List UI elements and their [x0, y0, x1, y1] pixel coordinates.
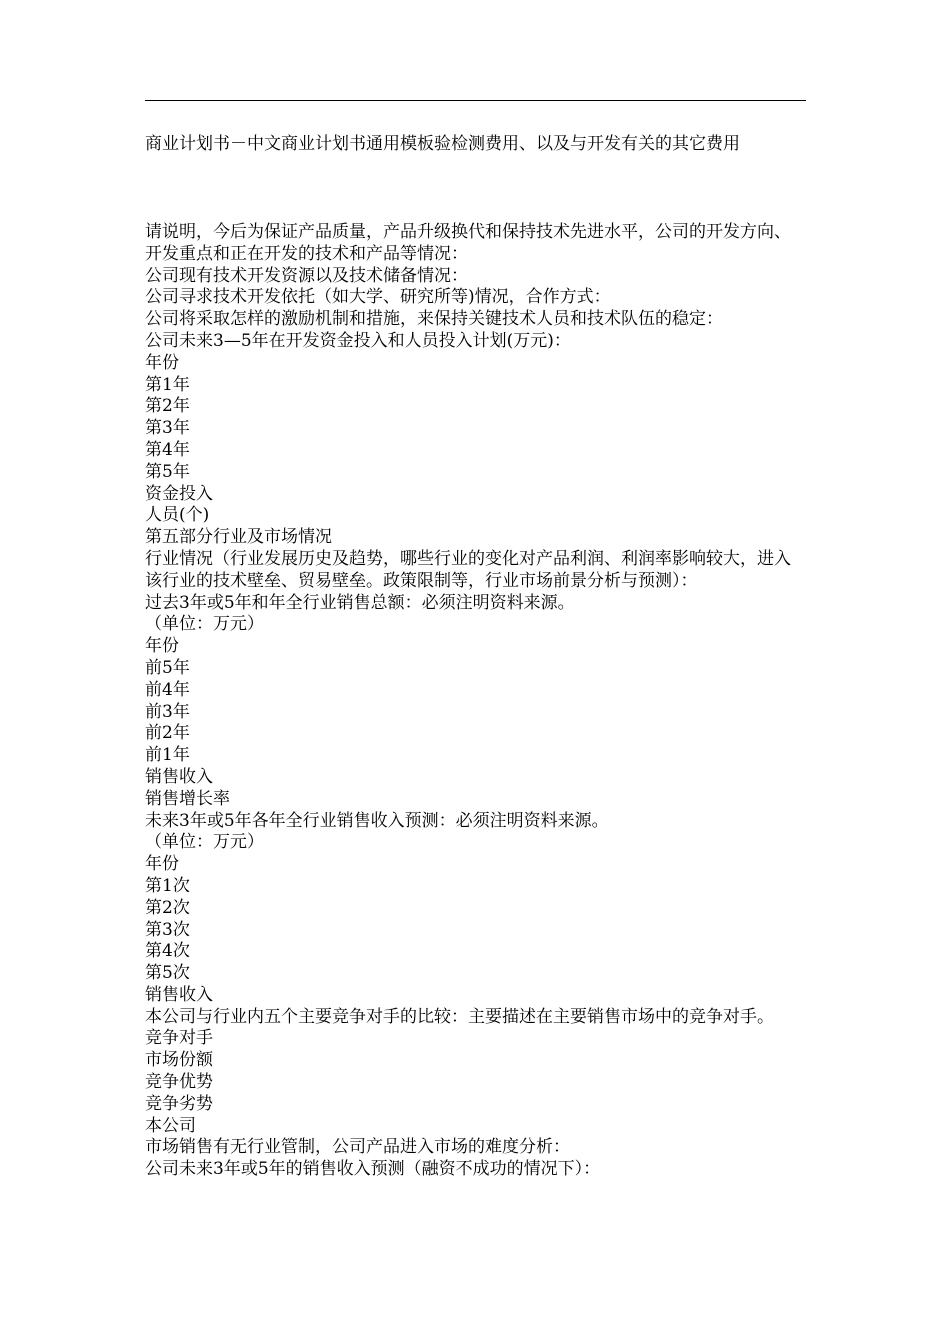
body-paragraph: 竞争优势 [145, 1072, 213, 1093]
body-paragraph: 公司寻求技术开发依托（如大学、研究所等)情况，合作方式： [145, 287, 611, 308]
body-paragraph: 资金投入 [145, 483, 213, 504]
body-paragraph: 前2年 [145, 723, 190, 744]
body-paragraph: 第4年 [145, 439, 190, 460]
body-paragraph: 竞争劣势 [145, 1093, 213, 1114]
body-paragraph: 第1次 [145, 875, 190, 896]
body-paragraph: 前5年 [145, 657, 190, 678]
body-paragraph: 第5次 [145, 963, 190, 984]
body-paragraph: 人员(个) [145, 505, 210, 526]
body-paragraph: 公司将采取怎样的激励机制和措施，来保持关键技术人员和技术队伍的稳定： [145, 309, 723, 330]
body-paragraph: 本公司与行业内五个主要竞争对手的比较：主要描述在主要销售市场中的竞争对手。 [145, 1006, 774, 1027]
body-paragraph: 公司未来3年或5年的销售收入预测（融资不成功的情况下）： [145, 1159, 601, 1180]
body-paragraph: 第1年 [145, 374, 190, 395]
body-paragraph: 前3年 [145, 701, 190, 722]
body-paragraph: 过去3年或5年和年全行业销售总额：必须注明资料来源。 [145, 592, 575, 613]
body-paragraph: 第5年 [145, 461, 190, 482]
body-paragraph: 市场份额 [145, 1050, 213, 1071]
body-paragraph: 销售收入 [145, 984, 213, 1005]
body-paragraph: 公司现有技术开发资源以及技术储备情况： [145, 265, 468, 286]
body-paragraph: 第4次 [145, 941, 190, 962]
body-paragraph: 年份 [145, 352, 179, 373]
body-paragraph: 公司未来3—5年在开发资金投入和人员投入计划(万元)： [145, 330, 571, 351]
body-paragraph: 市场销售有无行业管制，公司产品进入市场的难度分析： [145, 1137, 570, 1158]
body-paragraph: 第2年 [145, 396, 190, 417]
body-paragraph: 销售收入 [145, 766, 213, 787]
body-paragraph: 第2次 [145, 897, 190, 918]
body-paragraph: 未来3年或5年各年全行业销售收入预测：必须注明资料来源。 [145, 810, 609, 831]
body-paragraph: 前4年 [145, 679, 190, 700]
body-paragraph: 请说明，今后为保证产品质量，产品升级换代和保持技术先进水平，公司的开发方向、开发重点和正在开发的技术和产品等情况： [145, 222, 791, 264]
body-paragraph: 竞争对手 [145, 1028, 213, 1049]
document-body [145, 222, 805, 1181]
body-paragraph: 销售增长率 [145, 788, 230, 809]
body-paragraph: 第3次 [145, 919, 190, 940]
header-rule [145, 100, 806, 101]
body-paragraph: 第五部分行业及市场情况 [145, 527, 332, 548]
body-paragraph: 年份 [145, 854, 179, 875]
body-paragraph: 行业情况（行业发展历史及趋势，哪些行业的变化对产品利润、利润率影响较大，进入该行业的技术壁垒、贸易壁垒。政策限制等，行业市场前景分析与预测）： [145, 548, 791, 591]
body-paragraph: （单位：万元） [145, 832, 264, 853]
body-paragraph: 年份 [145, 636, 179, 657]
body-paragraph: 本公司 [145, 1115, 196, 1136]
body-paragraph: 第3年 [145, 418, 190, 439]
document-header-title: 商业计划书－中文商业计划书通用模板验检测费用、以及与开发有关的其它费用 [145, 134, 740, 154]
body-paragraph: （单位：万元） [145, 614, 264, 635]
body-paragraph: 前1年 [145, 745, 190, 766]
